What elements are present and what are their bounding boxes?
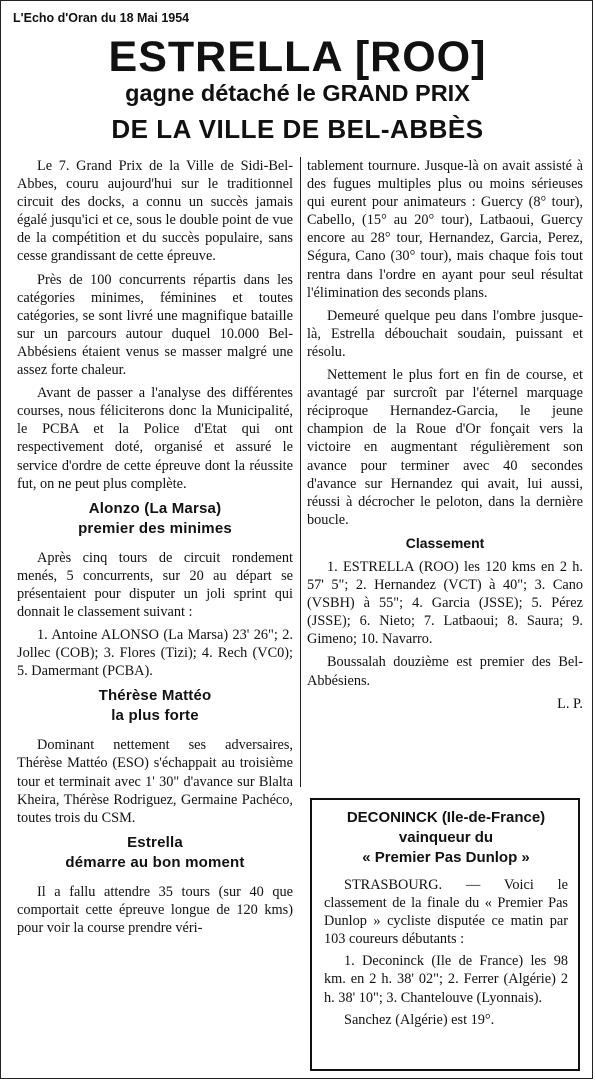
paragraph: Il a fallu attendre 35 tours (sur 40 que comportait cette épreuve longue de 120 kms) pour voir la course prendre véri- [17,883,293,936]
paragraph: tablement tournure. Jusque-là on avait assisté à des fugues multiples plus ou moins sérieuses qui eurent pour animateurs : Guercy (8° tour), Cabello, (15° au 20° tour), Latbaoui, Guercy encore au 28° tour, Hernandez, Garcia, Perez, Ségura, Cano (30° tour), mais chaque fois tout rentra dans l'ordre en ayant pour seul résultat l'élimination des seconds plans. [307,158,583,301]
paragraph: Boussalah douzième est premier des Bel-Abbésiens. [307,654,583,689]
paragraph: Sanchez (Algérie) est 19°. [344,1011,495,1028]
paragraph: Avant de passer a l'analyse des différentes courses, nous féliciterons donc la Municipalité, le PCBA et la Police d'Etat qui ont respectivement doté, organisé et assuré le service d'ordre de cette épreuve dont la réussite fut, on ne peut plus complète. [17,385,293,492]
source-line: L'Echo d'Oran du 18 Mai 1954 [13,11,190,25]
paragraph: Près de 100 concurrents répartis dans les catégories minimes, féminines et toutes catégories, se sont livré une magnifique bataille sur un parcours autour duquel 10.000 Bel-Abbésiens étaient venus se masser malgré une assez forte chaleur. [17,271,293,379]
results-minimes: 1. Antoine ALONSO (La Marsa) 23' 26"; 2. Jollec (COB); 3. Flores (Tizi); 4. Rech (VC0); 5. Damermant (PCBA). [17,627,293,680]
left-column [17,157,293,942]
headline-sub: gagne détaché le GRAND PRIX [125,80,470,106]
headline-sub2: DE LA VILLE DE BEL-ABBÈS [111,114,484,144]
subheading-feminines: Thérèse Mattéo la plus forte [98,687,212,725]
right-column [307,157,583,718]
box-title: DECONINCK (Ile-de-France) vainqueur du « Premier Pas Dunlop » [346,809,546,866]
paragraph: Nettement le plus fort en fin de course, et avantagé par surcroît par l'éternel marquage réciproque Hernandez-Garcia, le jeune champion de la Roue d'Or fonçait vers la victoire en augmentant régulièrement son avance pour terminer avec 40 secondes d'avance sur Hernandez qui avait, lui aussi, réussi à décrocher le peloton, dans la dernière boucle. [307,367,583,528]
headline-main: ESTRELLA [ROO] [108,33,487,81]
subheading-estrella: Estrella démarre au bon moment [65,833,245,871]
paragraph: STRASBOURG. — Voici le classement de la finale du « Premier Pas Dunlop » cycliste disputée ce matin par 103 coureurs débutants : [324,877,568,948]
paragraph: Le 7. Grand Prix de la Ville de Sidi-Bel-Abbes, couru aujourd'hui sur le traditionnel circuit des docks, a connu un succès jamais égalé jusqu'ici et ce, sous le double point de vue de la compétition et du succès populaire, sans cesse grandissant de cette épreuve. [17,158,293,265]
column-divider [300,157,301,787]
classement-heading: Classement [405,534,485,551]
signature: L. P. [557,695,583,712]
subheading-minimes: Alonzo (La Marsa) premier des minimes [78,499,232,537]
results-main: 1. ESTRELLA (ROO) les 120 kms en 2 h. 57' 5"; 2. Hernandez (VCT) à 40"; 3. Cano (VSBH) à 55"; 4. Garcia (JSSE); 5. Pérez (JSSE); 6. Nieto; 7. Latbaoui; 8. Saura; 9. Gimeno; 10. Navarro. [307,558,583,648]
dunlop-box [310,798,580,1071]
paragraph: Dominant nettement ses adversaires, Thérèse Mattéo (ESO) s'échappait au troisième tour et terminait avec 1' 30" d'avance sur Blalta Kheira, Thérèse Rodriguez, Germaine Pachéco, toutes trois du CSM. [17,737,293,826]
paragraph: Demeuré quelque peu dans l'ombre jusque-là, Estrella débouchait soudain, puissant et résolu. [307,307,583,360]
paragraph: Après cinq tours de circuit rondement menés, 5 concurrents, sur 20 au départ se présentaient pour disputer un joli sprint qui donnait le classement suivant : [17,549,293,620]
results-dunlop: 1. Deconinck (Ile de France) les 98 km. en 2 h. 38' 02"; 2. Ferrer (Algérie) 2 h. 38' 10"; 3. Chantelouve (Lyonnais). [324,953,568,1006]
